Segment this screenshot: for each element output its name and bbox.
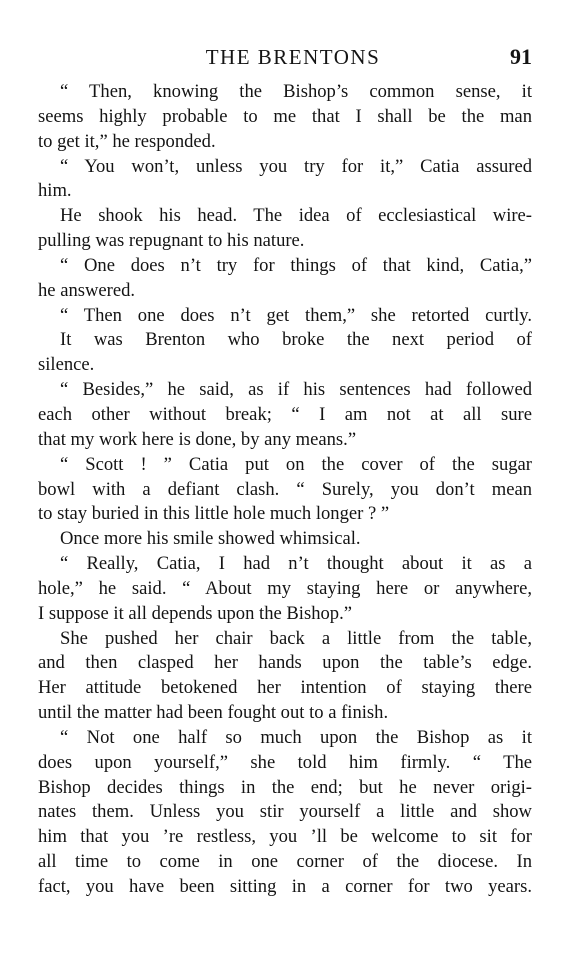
text-line: until the matter had been fought out to a finish. (38, 702, 389, 724)
text-line: fact, you have been sitting in a corner for two years. (38, 876, 532, 897)
text-line: She pushed her chair back a little from the table, (60, 627, 532, 649)
text-line: silence. (38, 354, 95, 376)
text-line: “ Besides,” he said, as if his sentences had followed (60, 379, 532, 401)
text-line: bowl with a defiant clash. “ Surely, you don’t mean (38, 478, 532, 500)
text-line: to get it,” he responded. (38, 130, 216, 152)
text-line: to stay buried in this little hole much longer ? ” (38, 503, 390, 525)
text-line: nates them. Unless you stir yourself a little and show (38, 801, 532, 823)
text-line: I suppose it all depends upon the Bishop.” (38, 602, 352, 624)
text-line: each other without break; “ I am not at all sure (38, 403, 532, 425)
body-text (38, 80, 532, 900)
text-line: seems highly probable to me that I shall be the man (38, 105, 532, 127)
text-line: “ Really, Catia, I had n’t thought about it as a (60, 553, 532, 575)
page-content (38, 44, 532, 900)
text-line: “ Then, knowing the Bishop’s common sense, it (60, 81, 532, 102)
page-number: 91 (510, 44, 532, 69)
text-line: and then clasped her hands upon the table’s edge. (38, 652, 532, 674)
running-head (38, 44, 532, 74)
text-line: Bishop decides things in the end; but he never origi- (38, 776, 532, 798)
running-title: THE BRENTONS (205, 45, 381, 69)
text-line: Once more his smile showed whimsical. (60, 528, 361, 550)
text-line: that my work here is done, by any means.” (38, 428, 357, 450)
text-line: does upon yourself,” she told him firmly. “ The (38, 751, 532, 773)
text-line: “ Scott ! ” Catia put on the cover of the sugar (60, 453, 532, 475)
text-line: him that you ’re restless, you ’ll be welcome to sit for (38, 826, 532, 848)
text-line: hole,” he said. “ About my staying here or anywhere, (38, 577, 532, 599)
text-line: “ Not one half so much upon the Bishop as it (60, 726, 532, 748)
text-line: all time to come in one corner of the diocese. In (38, 851, 532, 873)
text-line: “ You won’t, unless you try for it,” Catia assured (60, 155, 532, 177)
text-line: Her attitude betokened her intention of staying there (38, 677, 532, 699)
text-line: he answered. (38, 279, 136, 301)
text-line: him. (38, 180, 72, 202)
text-line: “ One does n’t try for things of that kind, Catia,” (60, 254, 532, 276)
text-line: “ Then one does n’t get them,” she retorted curtly. (60, 304, 532, 326)
text-line: He shook his head. The idea of ecclesiastical wire- (60, 205, 532, 227)
text-line: pulling was repugnant to his nature. (38, 230, 305, 252)
text-line: It was Brenton who broke the next period of (60, 329, 532, 351)
